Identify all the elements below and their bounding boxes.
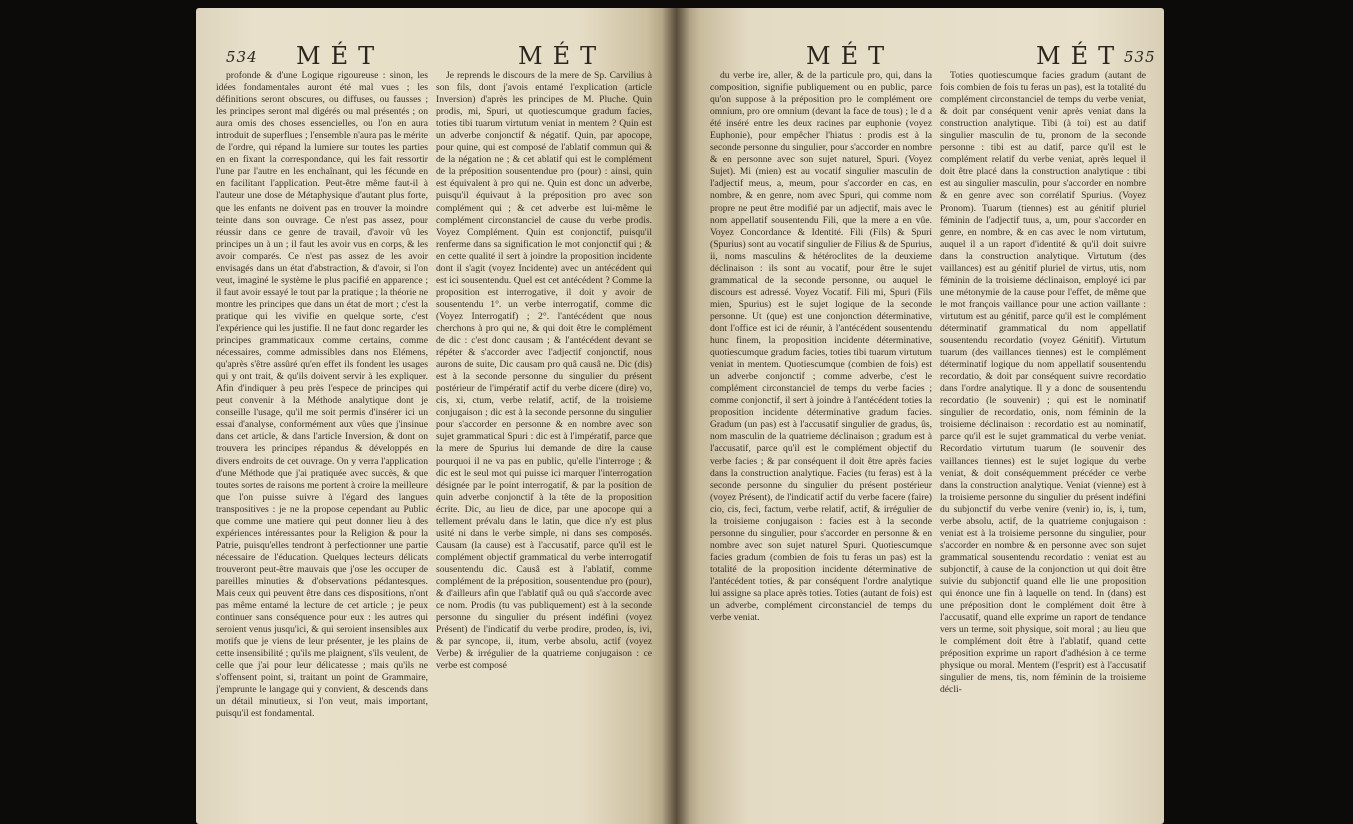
left-page bbox=[196, 8, 676, 824]
left-running-head-right: MÉT bbox=[518, 42, 607, 70]
left-running-head-left: MÉT bbox=[296, 42, 385, 70]
left-col1-text: profonde & d'une Logique rigoureuse : sinon, les idées fondamentales auront été mal vues ; les définitions seront obscures, ou diffuses, ou fausses ; les principes seront mal digérés ou mal présentés ; on aura omis des choses essencielles, ou l'on en aura introduit de superflues ; l'ensemble n'aura pas le mérite de l'ordre, qui répand la lumiere sur toutes les parties en en fixant la correspondance, qui les fait ressortir l'une par l'autre en les enchaînant, qui les fécunde en en facilitant l'application. Peut-être même faut-il à l'auteur une dose de Métaphysique d'autant plus forte, que les enfants ne doivent pas en trouver la moindre teinte dans son ouvrage. Ce n'est pas assez, pour réussir dans ce genre de travail, d'avoir vû les principes un à un ; il faut les avoir vus en corps, & les avoir comparés. Ce n'est pas assez de les avoir envisagés dans un état d'abstraction, & d'avoir, si l'on veut, imaginé le système le plus pacifié en apparence ; il faut avoir essayé le tout par la pratique ; la théorie ne montre les principes que dans un état de mort ; c'est la pratique qui les vivifie en quelque sorte, c'est l'expérience qui les justifie. Il ne faut donc regarder les principes grammaticaux comme certains, comme nécessaires, comme admissibles dans nos Elémens, qu'après s'être assûré qu'en effet ils fondent les usages qui y ont trait, & qu'ils doivent servir à les expliquer. Afin d'indiquer à peu près l'espece de principes qui peut convenir à la Méthode analytique dont je conseille l'usage, qu'il me soit permis d'insérer ici un essai d'analyse, conformément aux vûes que j'insinue dans cet article, & dans l'article Inversion, & dont on trouvera les principes répandus & développés en divers endroits de cet ouvrage. On y verra l'application d'une Méthode que j'ai pratiquée avec succès, & que toutes sortes de raisons me portent à croire la meilleure que l'on puisse suivre à l'égard des langues transpositives : je ne la propose cependant au Public que comme une matiere qui peut donner lieu à des expériences intéressantes pour la Religion & pour la Patrie, puisqu'elles tendront à perfectionner une partie nécessaire de l'éducation. Quelques lecteurs délicats trouveront peut-être mauvais que j'ose les occuper de pareilles minuties & d'observations pédantesques. Mais ceux qui peuvent être dans ces dispositions, n'ont pas même entamé la lecture de cet article ; je peux continuer sans conséquence pour eux : les autres qui seroient venus jusqu'ici, & qui seroient insensibles aux motifs que je viens de leur présenter, je les plains de cette insensibilité ; qu'ils me plaignent, s'ils veulent, de celle que j'ai pour leur délicatesse ; mais qu'ils ne s'offensent point, si, traitant un point de Grammaire, j'emprunte le langage qui y convient, & descends dans un détail minutieux, si l'on veut, mais important, puisqu'il est fondamental. bbox=[216, 70, 428, 720]
right-col1-text: du verbe ire, aller, & de la particule pro, qui, dans la composition, signifie publiquement ou en public, parce qu'on suppose à la préposition pro le complément ore omnium, pro ore omnium (devant la face de tous) ; le d a été inséré entre les deux racines par euphonie (voyez Euphonie), pour empêcher l'hiatus : prodis est à la seconde personne du singulier, pour s'accorder en nombre & en personne avec son sujet naturel, Spuri. (Voyez Sujet). Mi (mien) est au vocatif singulier masculin de l'adjectif meus, a, meum, pour s'accorder en cas, en nombre, & en genre, nom avec Spuri, qui comme nom propre ne peut être modifié par un adjectif, mais avec le nom appellatif sousentendu Fili, que la mere a en vûe. Voyez Concordance & Identité. Fili (Fils) & Spuri (Spurius) sont au vocatif singulier de Filius & de Spurius, ii, noms masculins & hétéroclites de la deuxieme déclinaison : ils sont au vocatif, pour être le sujet grammatical de la seconde personne, ou auquel le discours est adressé. Voyez Vocatif. Fili mi, Spuri (Fils mien, Spurius) est le sujet logique de la seconde personne. Ut (que) est une conjonction déterminative, dont l'office est ici de réunir, à l'antécédent sousentendu hunc finem, la proposition incidente déterminative, quotiescumque gradum facies, toties tibi tuarum virtutum veniat in mentem. Quotiescumque (combien de fois) est un adverbe conjonctif ; comme adverbe, c'est le complément circonstanciel de temps du verbe facies ; comme conjonctif, il sert à joindre à l'antécédent toties la proposition incidente déterminative gradum facies. Gradum (un pas) est à l'accusatif singulier de gradus, ûs, nom masculin de la quatrieme déclinaison ; gradum est à l'accusatif, parce qu'il est le complément objectif du verbe facies ; & par conséquent il doit être après facies dans la construction analytique. Facies (tu feras) est à la seconde personne du singulier du présent postérieur (voyez Présent), de l'indicatif actif du verbe facere (faire) cio, cis, feci, factum, verbe relatif, actif, & irrégulier de la troisieme conjugaison : facies est à la seconde personne du singulier, pour s'accorder en personne & en nombre avec son sujet naturel Spuri. Quotiescumque facies gradum (combien de fois tu feras un pas) est la totalité de la proposition incidente déterminative de l'antécédent toties, & par conséquent l'ordre analytique lui assigne sa place après toties. Toties (autant de fois) est un adverbe, complément circonstanciel de temps du verbe veniat. bbox=[710, 70, 932, 624]
left-page-number: 534 bbox=[226, 48, 258, 66]
right-page-column-1 bbox=[710, 70, 932, 810]
right-running-head-right: MÉT bbox=[1036, 42, 1125, 70]
right-page-column-2 bbox=[940, 70, 1146, 810]
left-page-column-1 bbox=[216, 70, 428, 810]
book-gutter bbox=[662, 8, 690, 824]
left-col2-text: Je reprends le discours de la mere de Sp. Carvilius à son fils, dont j'avois entamé l'explication (article Inversion) d'après les principes de M. Pluche. Quin prodis, mi, Spuri, ut quotiescumque gradum facies, toties tibi tuarum virtutum veniat in mentem ? Quin est un adverbe conjonctif & négatif. Quin, par apocope, pour quine, qui est composé de l'ablatif commun qui & de la négation ne ; & cet ablatif qui est le complément de la préposition sousentendue pro (pour) : ainsi, quin est équivalent à pro qui ne. Quin est donc un adverbe, puisqu'il équivaut à la préposition pro avec son complément qui ; & cet adverbe est lui-même le complément circonstanciel de cause du verbe prodis. Voyez Complément. Quin est conjonctif, puisqu'il renferme dans sa signification le mot conjonctif qui ; & en cette qualité il sert à joindre la proposition incidente dont il s'agit (voyez Incidente) avec un antécédent qui est ici sousentendu. Quel est cet antécédent ? Comme la proposition est interrogative, il doit y avoir de sousentendu 1°. un verbe interrogatif, comme dic (Voyez Interrogatif) ; 2°. l'antécédent que nous cherchons à pro qui ne, & qui doit être le complément de dic : c'est donc causam ; & l'antécédent devant se répéter & s'accorder avec l'adjectif conjonctif, nous aurons de suite, Dic causam pro quâ causâ ne. Dic (dis) est à la seconde personne du singulier du présent postérieur de l'impératif actif du verbe dicere (dire) vo, cis, xi, ctum, verbe relatif, actif, de la troisieme conjugaison ; dic est à la seconde personne du singulier pour s'accorder en personne & en nombre avec son sujet grammatical Spuri : dic est à l'impératif, parce que la mere de Spurius lui demande de dire la cause pourquoi il ne va pas en public, qu'elle l'interroge ; & dic est le seul mot qui puisse ici marquer l'interrogation désignée par le point interrogatif, & par la position de quin adverbe conjonctif à la tête de la proposition écrite. Dic, au lieu de dice, par une apocope qui a tellement prévalu dans le latin, que dice n'y est plus usité ni dans le verbe simple, ni dans ses composés. Causam (la cause) est à l'accusatif, parce qu'il est le complément objectif grammatical du verbe interrogatif sousentendu dic. Causâ est à l'ablatif, comme complément de la préposition, sousentendue pro (pour), & d'ailleurs afin que l'ablatif quâ ou quâ s'accorde avec ce nom. Prodis (tu vas publiquement) est à la seconde personne du singulier du présent indéfini (voyez Présent) de l'indicatif du verbe prodire, prodeo, is, ivi, & par syncope, ii, itum, verbe absolu, actif (voyez Verbe) & irrégulier de la quatrieme conjugaison : ce verbe est composé bbox=[436, 70, 652, 672]
right-page-number: 535 bbox=[1124, 48, 1156, 66]
right-running-head-left: MÉT bbox=[806, 42, 895, 70]
right-col2-text: Toties quotiescumque facies gradum (autant de fois combien de fois tu feras un pas), est la totalité du complément circonstanciel de temps du verbe veniat, & doit par conséquent venir après veniat dans la construction analytique. Tibi (à toi) est au datif singulier masculin de tu, pronom de la seconde personne : tibi est au datif, parce qu'il est le complément relatif du verbe veniat, après lequel il doit être placé dans la construction analytique : tibi est au singulier masculin, pour s'accorder en nombre & en genre avec son corrélatif Spurius. (Voyez Pronom). Tuarum (tiennes) est au génitif pluriel féminin de l'adjectif tuus, a, um, pour s'accorder en genre, en nombre, & en cas avec le nom virtutum, auquel il a un raport d'identité & qu'il doit suivre dans la construction analytique. Virtutum (des vaillances) est au génitif pluriel de virtus, utis, nom féminin de la troisieme déclinaison, employé ici par une métonymie de la cause pour l'effet, de même que le mot françois vaillance pour une action vaillante : virtutum est au génitif, parce qu'il est le complément déterminatif grammatical du nom appellatif sousentendu recordatio (voyez Génitif). Virtutum tuarum (des vaillances tiennes) est le complément déterminatif logique du nom appellatif sousentendu recordatio, & doit par conséquent suivre recordatio dans l'ordre analytique. Il y a donc de sousentendu recordatio (le souvenir) ; qui est le nominatif singulier de recordatio, onis, nom féminin de la troisieme déclinaison : recordatio est au nominatif, parce qu'il est le sujet grammatical du verbe veniat. Recordatio virtutum tuarum (le souvenir des vaillances tiennes) est le sujet logique du verbe veniat, & doit conséquemment précéder ce verbe dans la construction analytique. Veniat (vienne) est à la troisieme personne du singulier du présent indéfini du subjonctif du verbe venire (venir) io, is, i, tum, verbe absolu, actif, de la quatrieme conjugaison : veniat est à la troisieme personne du singulier, pour s'accorder en nombre & en personne avec son sujet grammatical sousentendu recordatio : veniat est au subjonctif, à cause de la conjonction ut qui doit être suivie du subjonctif quand elle lie une proposition qui énonce une fin à laquelle on tend. In (dans) est une préposition dont le complément doit être à l'accusatif, quand elle exprime un raport de tendance vers un terme, soit physique, soit moral ; au lieu que le complément doit être à l'ablatif, quand cette préposition exprime un raport d'adhésion à ce terme physique ou moral. Mentem (l'esprit) est à l'accusatif singulier de mens, tis, nom féminin de la troisieme décli- bbox=[940, 70, 1146, 696]
right-page bbox=[676, 8, 1164, 824]
left-page-column-2 bbox=[436, 70, 652, 810]
